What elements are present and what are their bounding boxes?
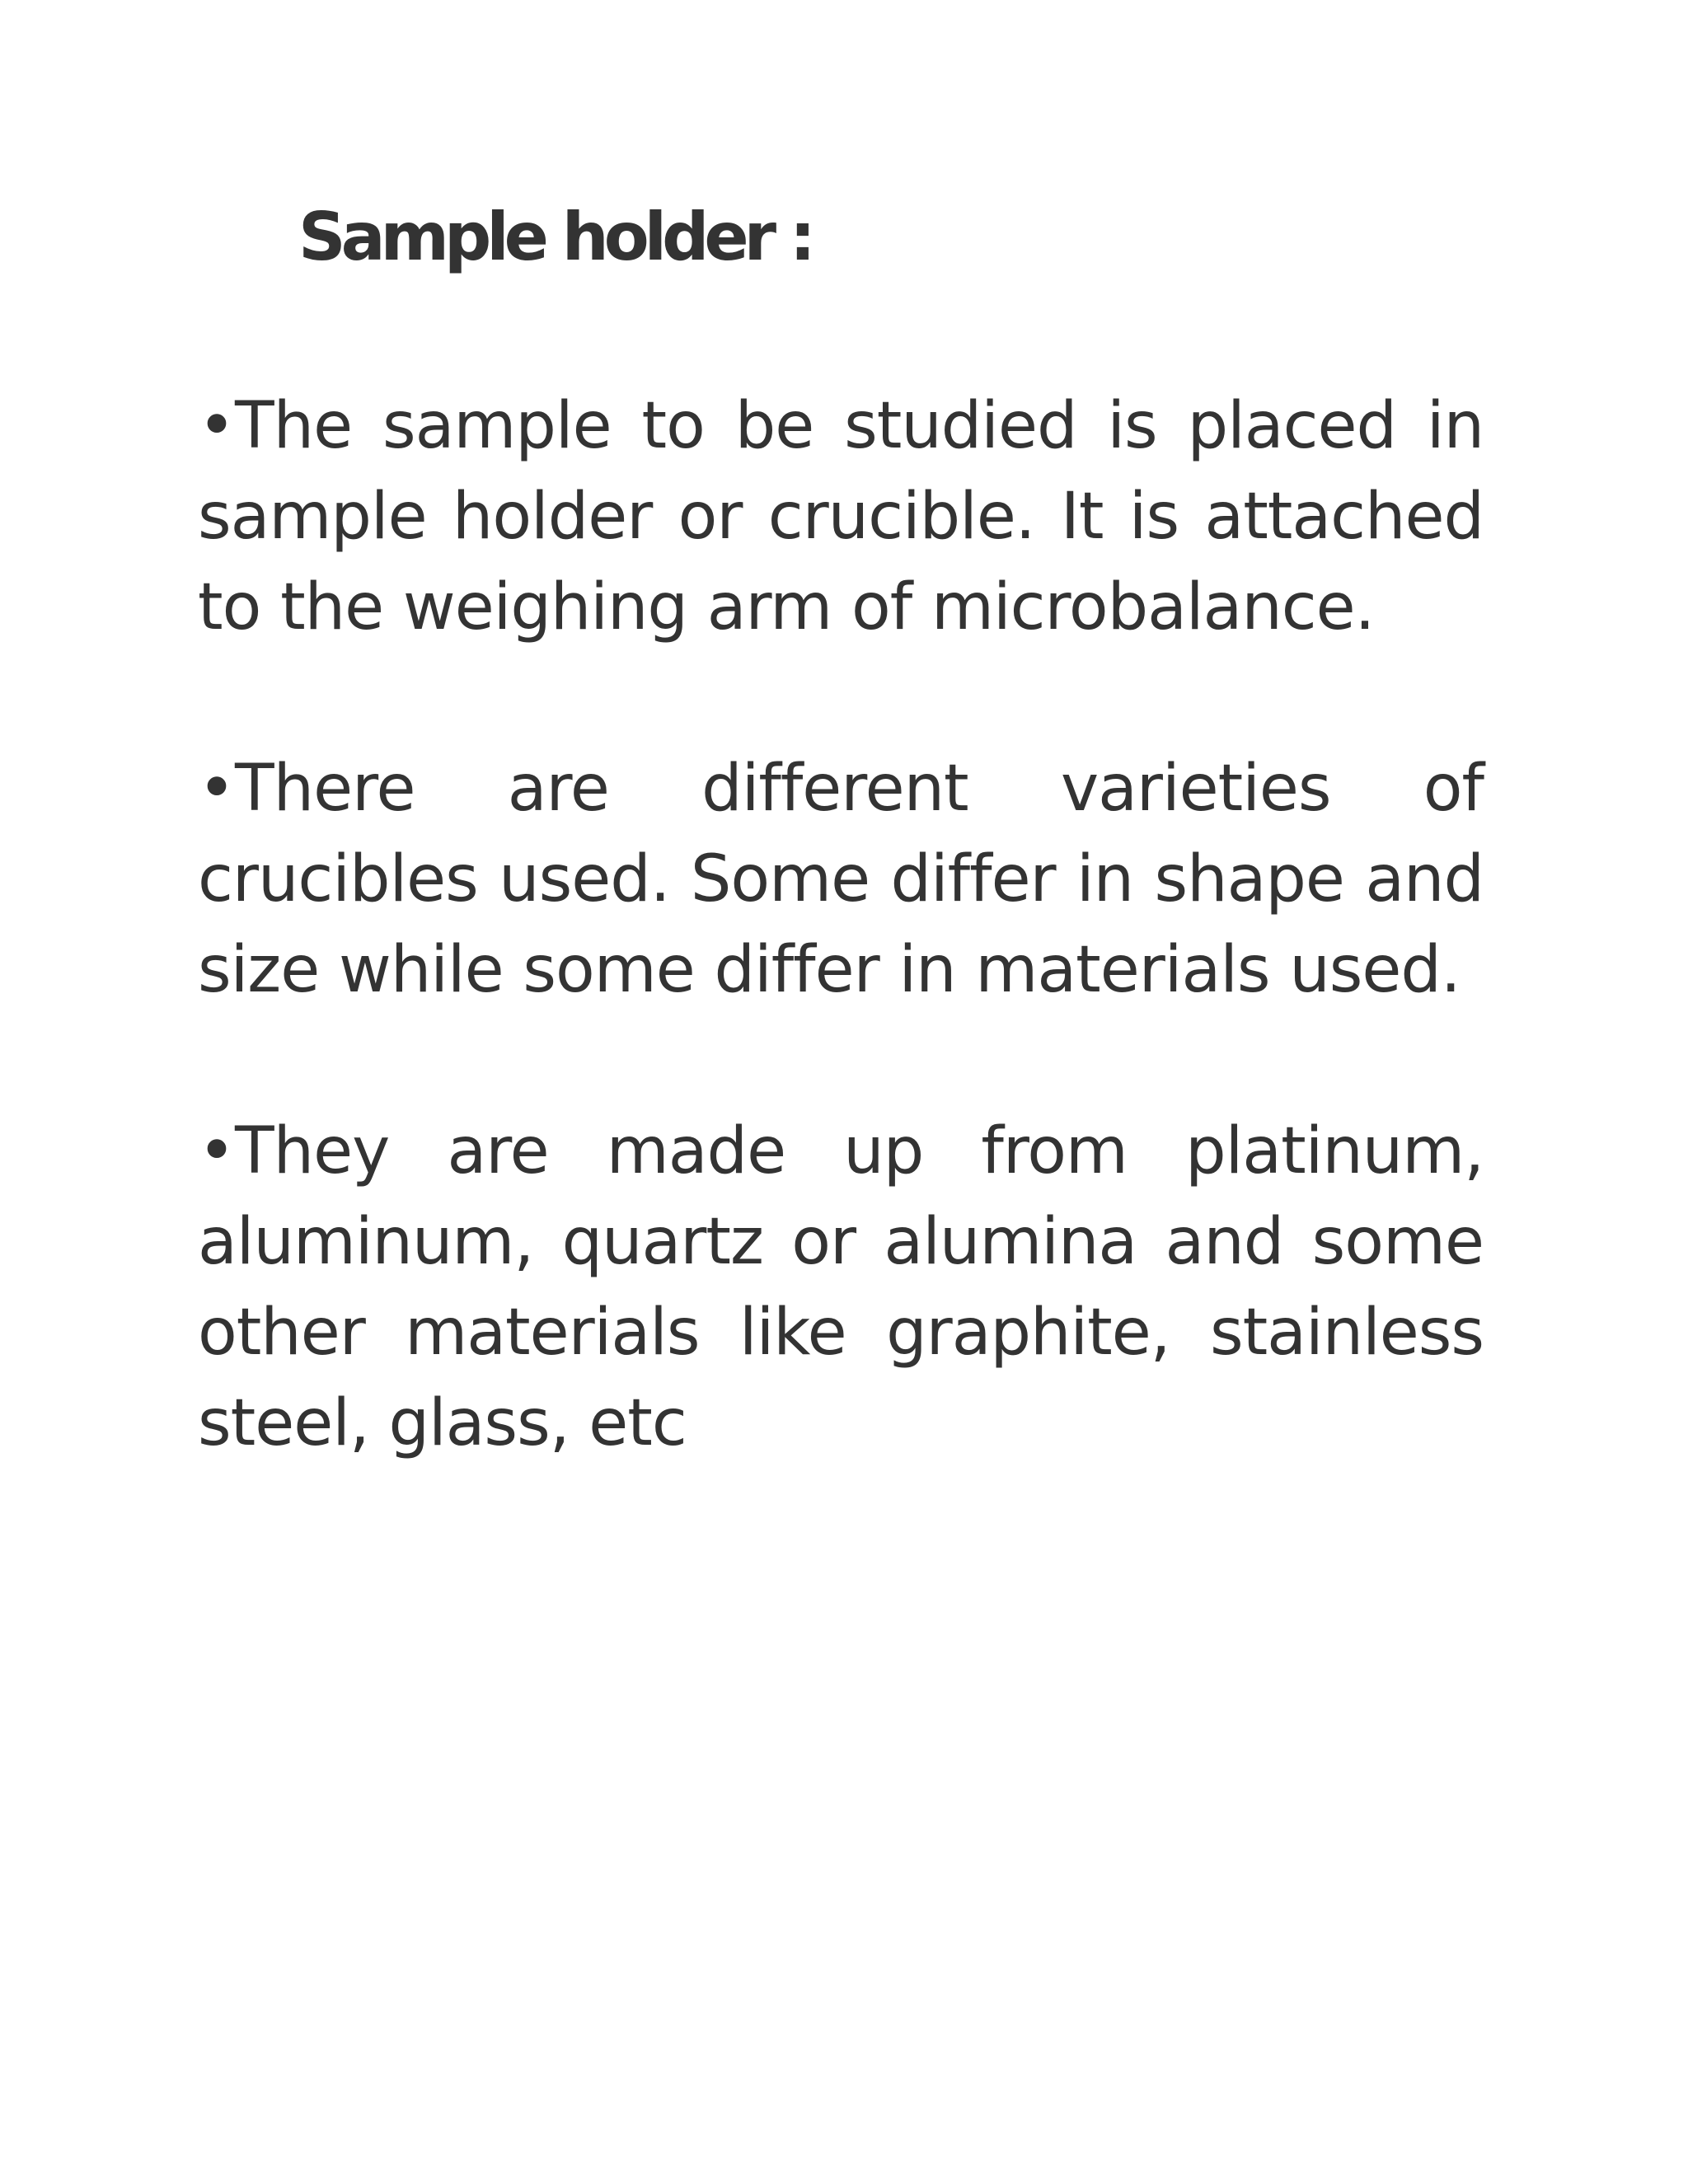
bullet-text-3: They are made up from platinum, aluminum, quartz or alumina and some other materials like graphite, stainless steel, glass, etc	[198, 1114, 1484, 1460]
bullet-item-1	[198, 381, 1484, 653]
bullet-text-1: The sample to be studied is placed in sample holder or crucible. It is attached to the weighing arm of microbalance.	[198, 389, 1484, 644]
bullet-text-2: There are different varieties of crucibles used. Some differ in shape and size while some differ in materials used.	[198, 752, 1484, 1007]
page-title: Sample holder :	[298, 199, 811, 275]
bullet-item-2	[198, 743, 1484, 1015]
bullet-dot-icon: •	[198, 1114, 236, 1188]
bullet-item-3	[198, 1106, 1484, 1469]
bullet-dot-icon: •	[198, 389, 236, 463]
bullet-dot-icon: •	[198, 752, 236, 826]
bullet-list	[198, 381, 1484, 1469]
